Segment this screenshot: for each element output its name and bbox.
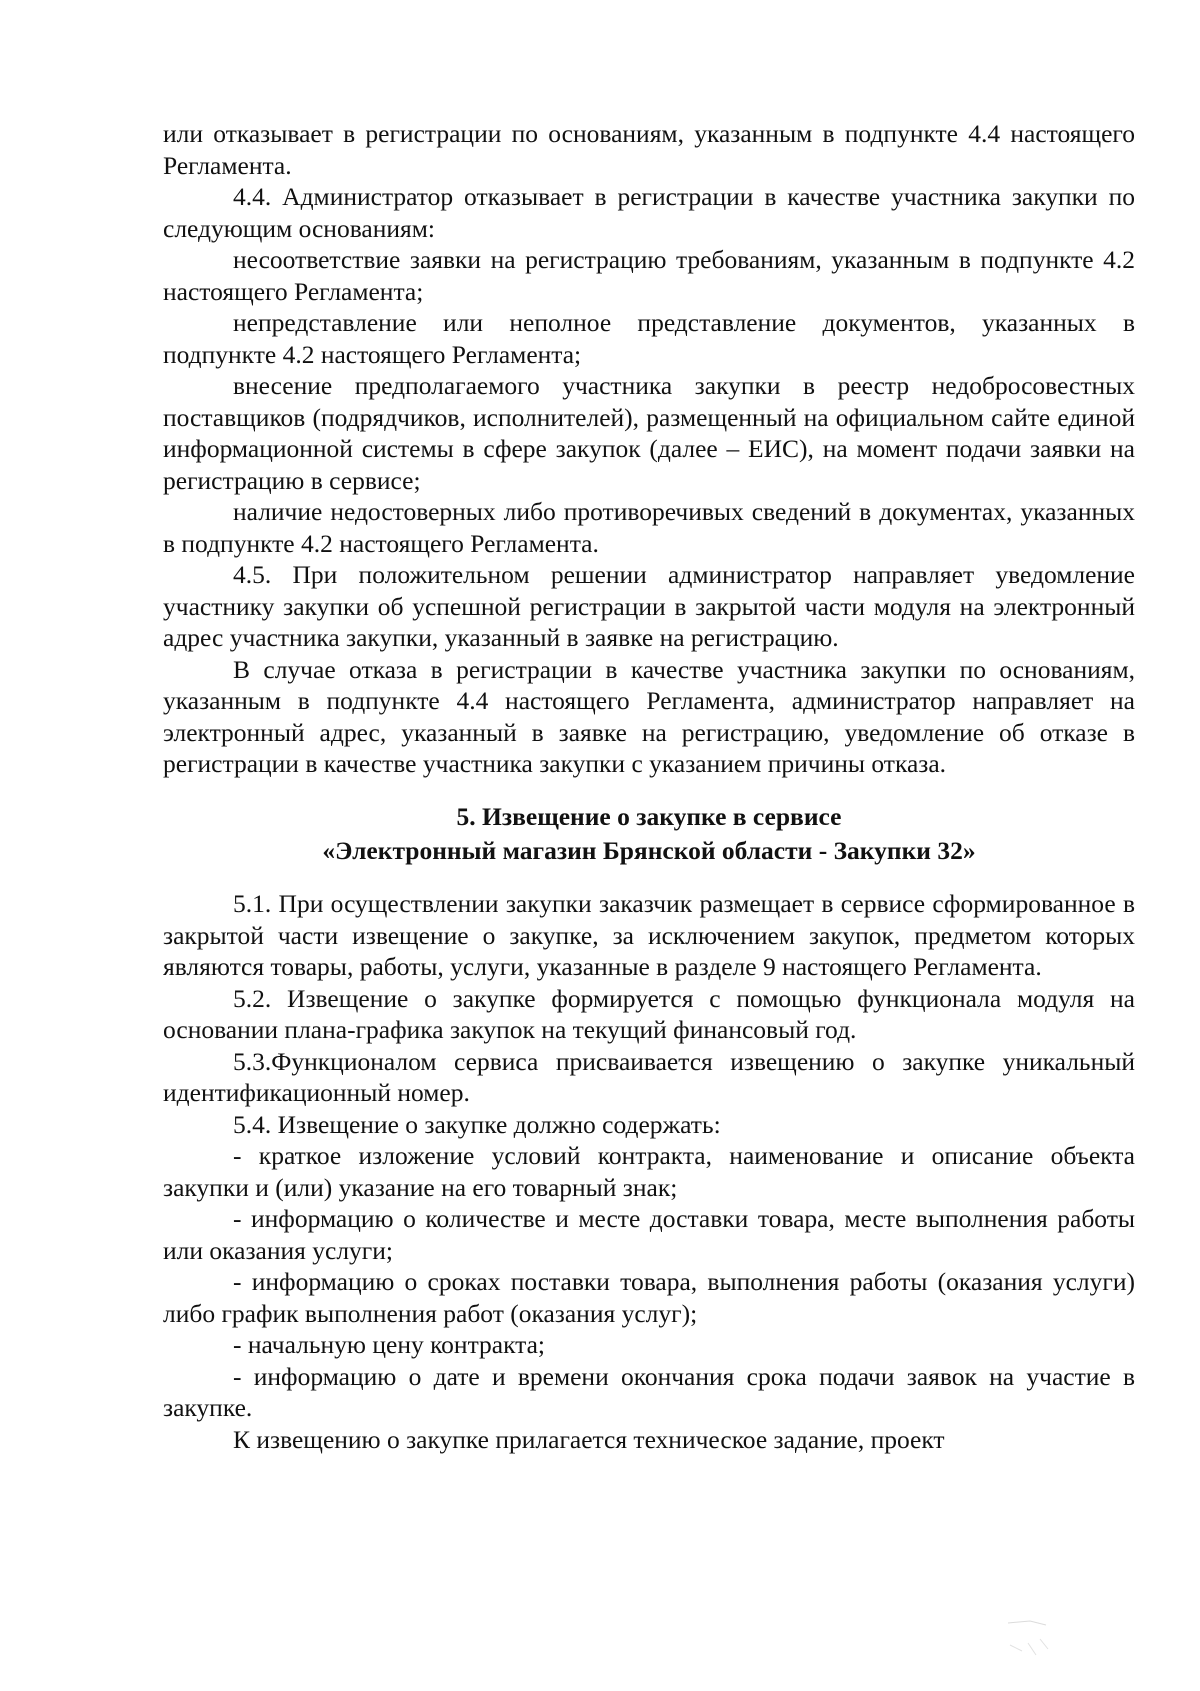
list-item-delivery: - информацию о количестве и месте доставки товара, месте выполнения работы или оказания услуги; — [163, 1204, 1135, 1265]
list-item-contract-terms: - краткое изложение условий контракта, наименование и описание объекта закупки и (или) указание на его товарный знак; — [163, 1141, 1135, 1202]
paragraph-continuation: или отказывает в регистрации по основаниям, указанным в подпункте 4.4 настоящего Регламента. — [163, 119, 1135, 180]
paragraph-5-1: 5.1. При осуществлении закупки заказчик размещает в сервисе сформированное в закрытой части извещение о закупке, за исключением закупок, предметом которых являются товары, работы, услуги, указанные в разделе 9 настоящего Регламента. — [163, 889, 1135, 981]
list-item-deadlines: - информацию о сроках поставки товара, выполнения работы (оказания услуги) либо график выполнения работ (оказания услуг); — [163, 1267, 1135, 1328]
paragraph-4-5: 4.5. При положительном решении администратор направляет уведомление участнику закупки об успешной регистрации в закрытой части модуля на электронный адрес участника закупки, указанный в заявке на регистрацию. — [163, 560, 1135, 652]
paragraph-5-2: 5.2. Извещение о закупке формируется с помощью функционала модуля на основании плана-графика закупок на текущий финансовый год. — [163, 983, 1135, 1044]
section-heading-line2: «Электронный магазин Брянской области - Закупки 32» — [322, 836, 976, 865]
paragraph-reason-false-info: наличие недостоверных либо противоречивых сведений в документах, указанных в подпункте 4.2 настоящего Регламента. — [163, 497, 1135, 558]
paragraph-4-4: 4.4. Администратор отказывает в регистрации в качестве участника закупки по следующим основаниям: — [163, 182, 1135, 243]
list-item-initial-price: - начальную цену контракта; — [233, 1330, 546, 1359]
paragraph-5-3: 5.3.Функционалом сервиса присваивается извещению о закупке уникальный идентификационный номер. — [163, 1046, 1135, 1107]
scan-smudge-mark — [1000, 1615, 1060, 1665]
bottom-text-block — [163, 888, 1135, 1455]
paragraph-5-4: 5.4. Извещение о закупке должно содержать: — [233, 1109, 721, 1139]
paragraph-reason-missing-docs: непредставление или неполное представление документов, указанных в подпункте 4.2 настоящего Регламента; — [163, 308, 1135, 369]
list-item-application-deadline: - информацию о дате и времени окончания срока подачи заявок на участие в закупке. — [163, 1361, 1135, 1422]
paragraph-reason-registry: внесение предполагаемого участника закупки в реестр недобросовестных поставщиков (подрядчиков, исполнителей), размещенный на официальном сайте единой информационной системы в сфере закупок (далее – ЕИС), на момент подачи заявки на регистрацию в сервисе; — [163, 371, 1135, 495]
paragraph-reason-mismatch: несоответствие заявки на регистрацию требованиям, указанным в подпункте 4.2 настоящего Регламента; — [163, 245, 1135, 306]
paragraph-refusal: В случае отказа в регистрации в качестве участника закупки по основаниям, указанным в подпункте 4.4 настоящего Регламента, администратор направляет на электронный адрес, указанный в заявке на регистрацию, уведомление об отказе в регистрации в качестве участника закупки с указанием причины отказа. — [163, 654, 1135, 778]
paragraph-attachment: К извещению о закупке прилагается техническое задание, проект — [233, 1424, 945, 1454]
section-heading — [163, 800, 1135, 868]
top-text-block — [163, 118, 1135, 780]
section-heading-line1: 5. Извещение о закупке в сервисе — [456, 802, 842, 831]
